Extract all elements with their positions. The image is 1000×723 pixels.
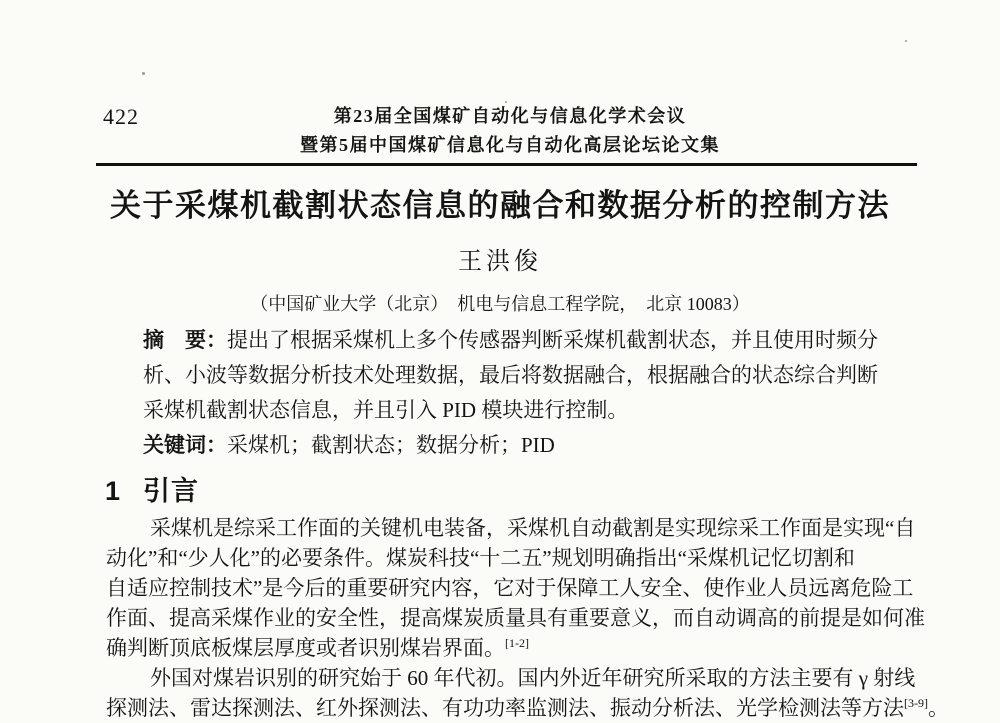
abstract-label: 摘 要： [143, 329, 227, 352]
keywords-line [143, 428, 921, 463]
author-affiliation: （中国矿业大学（北京） 机电与信息工程学院， 北京 10083） [250, 294, 750, 314]
author-name: 王洪俊 [458, 249, 542, 275]
paragraph1-line4: 作面、提高采煤作业的安全性，提高煤炭质量具有重要意义，而自动调高的前提是如何准 [106, 606, 925, 630]
abstract-line-1 [143, 323, 921, 358]
paragraph1-line5 [106, 633, 930, 663]
citation-ref-3-9: [3-9] [904, 696, 928, 710]
paper-title: 关于采煤机截割状态信息的融合和数据分析的控制方法 [110, 188, 890, 223]
scan-speck [905, 40, 907, 42]
running-header [120, 102, 900, 160]
paragraph2-period: 。 [928, 696, 949, 720]
conference-name-line1: 第23届全国煤矿自动化与信息化学术会议 [333, 106, 687, 126]
paragraph2-line2-text: 探测法、雷达探测法、红外探测法、有功功率监测法、振动分析法、光学检测法等方法 [106, 696, 904, 720]
abstract-line-2: 析、小波等数据分析技术处理数据，最后将数据融合，根据融合的状态综合判断 [143, 363, 878, 387]
paragraph2-line1: 外国对煤岩识别的研究始于 60 年代初。国内外近年研究所采取的方法主要有 γ 射线 [150, 666, 916, 690]
introduction-text [106, 513, 949, 723]
conference-name-line2: 暨第5届中国煤矿信息化与自动化高层论坛论文集 [300, 135, 720, 155]
paragraph1-line5-text: 确判断顶底板煤层厚度或者识别煤岩界面。 [106, 636, 505, 660]
citation-ref-1-2: [1-2] [505, 636, 529, 650]
section-number: 1 [105, 476, 122, 506]
paragraph2-line2 [106, 693, 949, 723]
abstract-text-1: 提出了根据采煤机上多个传感器判断采煤机截割状态，并且使用时频分 [227, 328, 878, 352]
abstract-block [143, 323, 921, 463]
header-rule [96, 163, 917, 166]
paragraph1-line1: 采煤机是综采工作面的关键机电装备，采煤机自动截割是实现综采工作面是实现“自 [150, 516, 916, 540]
paragraph1-line2: 动化”和“少人化”的必要条件。煤炭科技“十二五”规划明确指出“采煤机记忆切割和 [106, 546, 855, 570]
paragraph1-line3: 自适应控制技术”是今后的重要研究内容，它对于保障工人安全、使作业人员远离危险工 [106, 576, 914, 600]
section-heading-1 [105, 469, 199, 508]
keywords-label: 关键词： [143, 434, 227, 457]
page-number: 422 [103, 104, 139, 129]
scan-speck [142, 72, 145, 75]
abstract-line-3: 采煤机截割状态信息，并且引入 PID 模块进行控制。 [143, 398, 629, 422]
keywords-text: 采煤机；截割状态；数据分析；PID [227, 433, 555, 457]
section-title: 引言 [143, 476, 200, 506]
